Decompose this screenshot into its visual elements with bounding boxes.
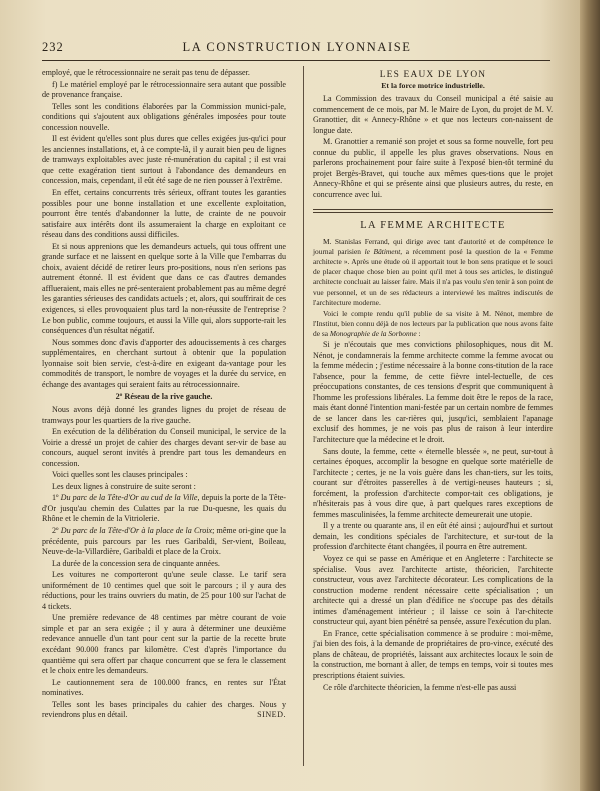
line-name-italic: Du parc de la Tête-d'Or au cud de la Ville bbox=[60, 493, 198, 503]
section-title-eaux-de-lyon: LES EAUX DE LYON bbox=[379, 70, 487, 80]
left-paragraph: Les voitures ne comporteront qu'une seule classe. Le tarif sera uniformément de 10 centimes quel que soit le parcours ; il y aura des réductions, pour les trains ouvriers du matin, de 25 pour 100 sur l'achat de 4 tickets. bbox=[42, 570, 286, 611]
list-number: 2º bbox=[52, 525, 61, 535]
running-title: LA CONSTRUCTION LYONNAISE bbox=[182, 40, 412, 54]
right-paragraph: Voyez ce qui se passe en Amérique et en Angleterre : l'architecte se spécialise. Vous avez l'architecte artiste, théoricien, l'architecte constructeur, vous avez l'architecte décorateur. Les complications de la construction moderne rendent nécessaire cette spécialisation ; un architecte qui a dressé un plan d'édifice ne s'occupe pas des détails intimes d'aménagement intérieur ; il laisse ce soin à l'ar-chitecte constructeur qui, ayant bien pénétré sa pensée, assure l'exécution du plan. bbox=[313, 553, 553, 627]
right-paragraph: M. Granottier a remanié son projet et sous sa forme nouvelle, fort peu connue du public, il appelle les plus graves observations. Nous en parlerons prochainement pour faire suite à l'exposé bien-tôt terminé du projet Bergès-Bravet, qui touche aux mêmes ques-tions que le projet Annecy-Rhône et qui se présente ainsi que plusieurs autres, du reste, en concurrence avec lui. bbox=[313, 137, 553, 200]
page-header bbox=[42, 40, 552, 56]
left-paragraph: Telles sont les conditions élaborées par la Commission munici-pale, conditions qui s'ajoutent aux obligations générales imposées pour toute concession nouvelle. bbox=[42, 101, 286, 132]
left-paragraph: Voici quelles sont les clauses principales : bbox=[52, 470, 188, 480]
left-paragraph: Les deux lignes à construire de suite seront : bbox=[52, 481, 196, 491]
left-paragraph-line-1 bbox=[42, 493, 286, 525]
right-paragraph: La Commission des travaux du Conseil municipal a été saisie au commencement de ce mois, par M. le Maire de Lyon, du projet de M. V. Granottier, dit « Annecy-Rhône » et que nos lecteurs con-naissent de longue date. bbox=[313, 94, 553, 135]
right-paragraph: Sans doute, la femme, cette « éternelle blessée », ne peut, sur-tout à certaines époques, accomplir la besogne en quelque sorte matérielle de l'architecte ; certes, je ne la vois guère dans les chan-tiers, sur les toits, courant sur d'étroites passerelles à de vertigi-neuses hauteurs ; si, forcément, la profession d'architecte compor-tait ces obligations, je n'hésiterais pas à vous dire que, à part quelques rares exceptions de femmes masculinisées, la femme architecte demeurerait une utopie. bbox=[313, 446, 553, 519]
left-paragraph: Il est évident qu'elles sont plus dures que celles exigées jus-qu'ici pour les anciennes installations, et, à ce compte-là, il y aurait bien peu de lignes de tramways exploitables avec juste ré-munération du capital ; il est vrai que cette exagération tient surtout à l'abondance des demandeurs en concession, mais, cependant, il eût été sage de ne rien pousser à l'extrême. bbox=[42, 134, 286, 186]
line-description: , depuis la porte de la Tête-d'Or jusqu'au chemin des Culattes par la rue Du-quesne, les quais du Rhône et le chemin de la Vitriolerie. bbox=[42, 493, 286, 524]
signature: SINED. bbox=[257, 710, 286, 720]
intro-text: Voici le compte rendu qu'il publie de sa visite à M. Nénot, membre de l'Institut, bien connu déjà de nos lecteurs par la publication que nous avons faite de sa bbox=[313, 308, 553, 338]
section-rule bbox=[313, 212, 553, 213]
header-rule bbox=[42, 60, 550, 61]
left-paragraph: Une première redevance de 48 centimes par mètre courant de voie simple et par an sera exigée ; il y aura à déterminer une deuxième redevance annuelle d'un tant pour cent sur la partie de la recette brute excédant 90.000 francs par kilomètre. C'est d'après l'importance du quantième qui sera offert par chaque concurrent que se fera le classement et le choix entre les demandeurs. bbox=[42, 613, 286, 676]
right-column bbox=[313, 68, 553, 694]
left-paragraph-final bbox=[42, 700, 286, 721]
right-paragraph-intro bbox=[313, 309, 553, 339]
left-paragraph: La durée de la concession sera de cinquante années. bbox=[52, 558, 220, 568]
column-divider bbox=[303, 66, 304, 766]
left-paragraph: Le cautionnement sera de 100.000 francs, en rentes sur l'État nominatives. bbox=[42, 677, 286, 698]
page-number: 232 bbox=[42, 40, 64, 54]
book-spine bbox=[580, 0, 600, 791]
line-description: ; même ori-gine que la précédente, puis parcours par les rues Garibaldi, Ser-vient, Boileau, Neuve-de-la-Villardière, Garibaldi et place de la Croix. bbox=[42, 525, 286, 557]
left-paragraph-line-2 bbox=[42, 526, 286, 558]
intro-text: M. Stanislas Ferrand, qui dirige avec tant d'autorité et de compétence le journal parisien bbox=[313, 237, 553, 257]
journal-name-italic: le Bâtiment bbox=[364, 247, 401, 257]
left-paragraph: En exécution de la délibération du Conseil municipal, le service de la Voirie a dressé un projet de cahier des charges devant ser-vir de base au concours, auquel seront invités à prendre part tous les demandeurs en concession. bbox=[42, 427, 286, 468]
closing-text: Telles sont les bases principales du cahier des charges. Nous y reviendrons plus en détail. bbox=[42, 699, 286, 720]
section-title-femme-architecte: LA FEMME ARCHITECTE bbox=[360, 219, 506, 231]
left-paragraph: Et si nous apprenions que les demandeurs actuels, qui tous offrent une grande surface et ne laissent en quelque sorte à la Ville que l'embarras du choix, avaient décidé de retirer leurs pro-positions, nous n'en serions pas autrement étonné. Il est évident que dans ce cas d'autres demandes afflueraient, mais elles ne pré-senteraient probablement pas au même degré les garanties sérieuses des candidats actuels ; et, alors, qui souffrirait de ces exigences, si elles provoquaient plus tard la non-réussite de l'entreprise ? Le bon public, comme toujours, et aussi la Ville qui, alors supporte-rait les conséquences d'un résultat négatif. bbox=[42, 241, 286, 336]
left-paragraph: employé, que le rétrocessionnaire ne serait pas tenu de dépasser. bbox=[42, 68, 250, 77]
left-column bbox=[42, 68, 286, 722]
right-paragraph: En France, cette spécialisation commence à se produire : moi-même, j'ai bien des fois, à la demande de propriétaires de pro-vince, exécuté des plans de château, de propriétés, laissant aux architectes locaux le soin de la construction, me bornant à aller, de temps en temps, voir si toutes mes prescriptions étaient suivies. bbox=[313, 628, 553, 680]
intro-text: : bbox=[416, 328, 421, 338]
line-name-italic: Du parc de la Tête-d'Or à la place de la Croix bbox=[60, 525, 213, 535]
monograph-title-italic: Monographie de la Sorbonne bbox=[329, 328, 417, 338]
intro-text: , a récemment posé la question de la « Femme architecte ». Après une étude où il apportait tout le bon sens pratique et le souci de placer chaque chose bien au point qu'il met à tous ses articles, le distingué architecte concluait au laisser faire. Mais il n'a pas voulu s'en tenir à son point de vue personnel, et un de ses rédacteurs a interviewé les maîtres indiscutés de l'architecture moderne. bbox=[313, 247, 553, 307]
right-paragraph: Ce rôle d'architecte théoricien, la femme n'est-elle pas aussi bbox=[323, 682, 517, 692]
left-paragraph: f) Le matériel employé par le rétrocessionnaire sera autant que possible de provenance française. bbox=[42, 79, 286, 100]
left-paragraph: Nous sommes donc d'avis d'apporter des adoucissements à ces charges supplémentaires, en cherchant surtout à obtenir que la population lyonnaise soit bien servie, c'est-à-dire en exigeant da-vantage pour les commodités de transport, le nombre de voyages et la durée du service, en échange des avantages qui seraient faits au rétrocessionnaire. bbox=[42, 337, 286, 389]
right-paragraph: Il y a trente ou quarante ans, il en eût été ainsi ; aujourd'hui et surtout demain, les conditions spéciales de l'architecture, et sur-tout de la profession d'architecte étant changées, il pourra en être autrement. bbox=[313, 521, 553, 552]
section-subtitle: Et la force motrice industrielle. bbox=[381, 80, 485, 90]
right-paragraph-intro bbox=[313, 237, 553, 308]
list-number: 1º bbox=[52, 493, 61, 503]
right-paragraph: Si je n'écoutais que mes convictions philosophiques, nous dit M. Nénot, je condamnerais la femme architecte comme la femme avocat ou la femme médecin ; j'estime nécessaire à la bonne cons-titution de la race l'absence, pour la femme, de cette fièvre intel-lectuelle, de ces préoccupations constantes, de ces tensions d'esprit que communiquent à l'homme les professions libérales. La femme doit être le repos de la race, mais étant donné l'intention mani-festée par un certain nombre de femmes de se lancer dans les car-rières qui, jusqu'ici, semblaient l'apanage exclusif des hommes, je ne vois pas plus de raison à leur interdire l'architecture que la médecine et le droit. bbox=[313, 340, 553, 444]
left-paragraph: Nous avons déjà donné les grandes lignes du projet de réseau de tramways pour les quartiers de la rive gauche. bbox=[42, 404, 286, 425]
section-rule bbox=[313, 209, 553, 210]
section-heading-rive-gauche: 2º Réseau de la rive gauche. bbox=[115, 392, 213, 402]
left-paragraph: En effet, certains concurrents très sérieux, offrant toutes les garanties possibles pour une bonne installation et une excellente exploitation, pourront être tentés d'abandonner la lutte, de crainte de ne pouvoir satisfaire aux intérêts dont ils assumeraient la charge en exploitant ce réseau dans des conditions aussi difficiles. bbox=[42, 188, 286, 240]
